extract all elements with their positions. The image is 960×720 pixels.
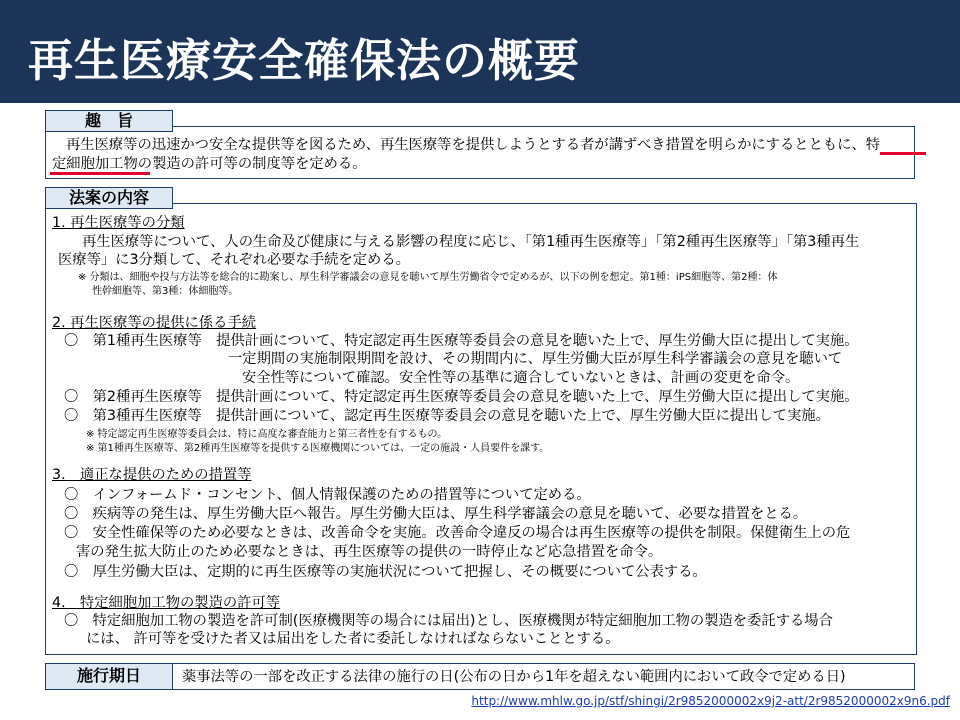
section-1-line: 再生医療等について、人の生命及び健康に与える影響の程度に応じ、「第1種再生医療等」「第2種再生医療等」「第3種再生 <box>82 234 860 250</box>
section-2-item: 〇 第1種再生医療等 提供計画について、特定認定再生医療等委員会の意見を聴いた上で、厚生労働大臣に提出して実施。 <box>64 333 859 349</box>
section-3-item: 害の発生拡大防止のため必要なときは、再生医療等の提供の一時停止など応急措置を命令。 <box>76 544 663 560</box>
section-3-item: 〇 厚生労働大臣は、定期的に再生医療等の実施状況について把握し、その概要について公表する。 <box>64 564 707 580</box>
section-2-item: 安全性等について確認。安全性等の基準に適合していないときは、計画の変更を命令。 <box>242 370 800 386</box>
source-link[interactable]: http://www.mhlw.go.jp/stf/shingi/2r9852000002x9j2-att/2r9852000002x9n6.pdf <box>471 694 950 708</box>
section-1-note: ※ 分類は、細胞や投与方法等を総合的に勘案し、厚生科学審議会の意見を聴いて厚生労働省令で定めるが、以下の例を想定。第1種：iPS細胞等、第2種：体 <box>78 272 778 283</box>
section-2-note: ※ 特定認定再生医療等委員会は、特に高度な審査能力と第三者性を有するもの。 <box>86 429 448 440</box>
section-3-item: 〇 インフォームド・コンセント、個人情報保護のための措置等について定める。 <box>64 487 591 503</box>
section-3-item: 〇 安全性確保等のため必要なときは、改善命令を実施。改善命令違反の場合は再生医療等の提供を制限。保健衛生上の危 <box>64 525 851 541</box>
section-4-item: には、 許可等を受けた者又は届出をした者に委託しなければならないこととする。 <box>86 631 620 647</box>
highlight-underline-1 <box>880 152 926 155</box>
section-2-item: 〇 第3種再生医療等 提供計画について、認定再生医療等委員会の意見を聴いた上で、厚生労働大臣に提出して実施。 <box>64 408 830 424</box>
highlight-underline-2 <box>50 172 150 175</box>
summary-tag: 趣 旨 <box>45 110 173 132</box>
section-4-heading: 4. 特定細胞加工物の製造の許可等 <box>52 595 281 611</box>
section-3-item: 〇 疾病等の発生は、厚生労働大臣へ報告。厚生労働大臣は、厚生科学審議会の意見を聴いて、必要な措置をとる。 <box>64 506 808 522</box>
section-1-line: 医療等」に3分類して、それぞれ必要な手続を定める。 <box>58 252 410 268</box>
section-3-heading: 3. 適正な提供のための措置等 <box>52 467 252 483</box>
section-2-heading: 2. 再生医療等の提供に係る手続 <box>52 315 257 331</box>
section-2-item: 一定期間の実施制限期間を設け、その期間内に、厚生労働大臣が厚生科学審議会の意見を聴いて <box>228 351 843 367</box>
page-title: 再生医療安全確保法の概要 <box>28 34 581 87</box>
summary-line-1: 再生医療等の迅速かつ安全な提供等を図るため、再生医療等を提供しようとする者が講ずべき措置を明らかにするとともに、特 <box>66 137 881 153</box>
summary-line-2: 定細胞加工物の製造の許可等の制度等を定める。 <box>52 156 367 172</box>
effective-text: 薬事法等の一部を改正する法律の施行の日(公布の日から1年を超えない範囲内において政令で定める日) <box>182 669 846 685</box>
content-tag: 法案の内容 <box>45 187 173 209</box>
section-2-note: ※ 第1種再生医療等、第2種再生医療等を提供する医療機関については、一定の施設・人員要件を課す。 <box>86 443 550 454</box>
title-banner <box>0 0 960 103</box>
section-1-heading: 1. 再生医療等の分類 <box>52 215 185 231</box>
section-4-item: 〇 特定細胞加工物の製造を許可制(医療機関等の場合には届出)とし、医療機関が特定細胞加工物の製造を委託する場合 <box>64 613 833 629</box>
effective-tag: 施行期日 <box>45 663 173 690</box>
section-1-note: 性幹細胞等、第3種：体細胞等。 <box>92 286 239 297</box>
section-2-item: 〇 第2種再生医療等 提供計画について、特定認定再生医療等委員会の意見を聴いた上で、厚生労働大臣に提出して実施。 <box>64 389 859 405</box>
